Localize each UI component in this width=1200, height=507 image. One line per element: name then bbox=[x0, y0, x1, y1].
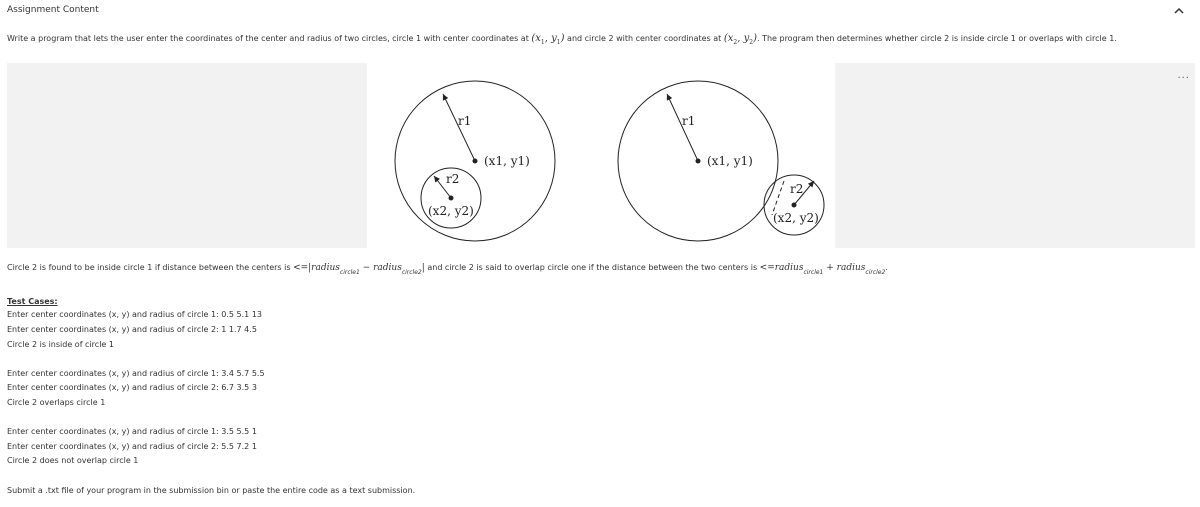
test-line: Enter center coordinates (x, y) and radius of circle 2: 1 1.7 4.5 bbox=[7, 325, 257, 334]
inside-expr-bar: | bbox=[421, 263, 425, 273]
coord1-y: , y bbox=[544, 33, 557, 44]
right-center1-label: (x1, y1) bbox=[707, 154, 753, 168]
test-line: Enter center coordinates (x, y) and radius of circle 1: 3.4 5.7 5.5 bbox=[7, 369, 265, 378]
condition-text bbox=[7, 263, 888, 276]
coord2 bbox=[724, 33, 757, 44]
test-cases-heading: Test Cases: bbox=[7, 297, 58, 306]
right-center2-label: (x2, y2) bbox=[773, 211, 819, 225]
inside-diagram bbox=[395, 81, 555, 241]
condition-period: . bbox=[885, 263, 888, 272]
overlap-expr-b: + radius bbox=[823, 263, 866, 273]
condition-part1: Circle 2 is found to be inside circle 1 if distance between the centers is bbox=[7, 263, 294, 272]
coord1 bbox=[531, 33, 564, 44]
assignment-intro bbox=[7, 33, 1117, 46]
left-center2-dot bbox=[449, 196, 454, 201]
overlap-diagram bbox=[618, 81, 824, 241]
right-gray-panel bbox=[835, 63, 1195, 248]
test-line: Enter center coordinates (x, y) and radius of circle 1: 3.5 5.5 1 bbox=[7, 427, 257, 436]
left-r2-label: r2 bbox=[446, 172, 460, 186]
left-center1-dot bbox=[473, 159, 478, 164]
overlap-expr-sub1: circle1 bbox=[803, 269, 824, 276]
right-center1-dot bbox=[696, 159, 701, 164]
submission-note: Submit a .txt file of your program in the submission bin or paste the entire code as a text submission. bbox=[7, 486, 416, 495]
left-center1-label: (x1, y1) bbox=[484, 154, 530, 168]
test-line: Circle 2 does not overlap circle 1 bbox=[7, 456, 139, 465]
coord2-x-sub: 2 bbox=[733, 39, 738, 46]
test-line: Enter center coordinates (x, y) and radius of circle 1: 0.5 5.1 13 bbox=[7, 310, 262, 319]
coord2-x: (x bbox=[723, 33, 734, 44]
left-center2-label: (x2, y2) bbox=[428, 204, 474, 218]
condition-part2: and circle 2 is said to overlap circle one if the distance between the two centers is bbox=[424, 263, 760, 272]
inside-expr-a: <=|radius bbox=[293, 263, 340, 273]
test-line: Circle 2 is inside of circle 1 bbox=[7, 340, 114, 349]
coord2-close: ) bbox=[753, 33, 757, 44]
intro-middle: and circle 2 with center coordinates at bbox=[564, 34, 724, 43]
inside-expr-sub2: circle2 bbox=[401, 269, 422, 276]
left-r1-label: r1 bbox=[458, 114, 472, 128]
coord1-y-sub: 1 bbox=[556, 39, 561, 46]
circles-figure bbox=[380, 75, 840, 253]
chevron-up-icon[interactable] bbox=[1172, 4, 1186, 18]
coord2-y: , y bbox=[737, 33, 750, 44]
coord2-y-sub: 2 bbox=[749, 39, 754, 46]
right-r2-label: r2 bbox=[790, 182, 804, 196]
test-line: Circle 2 overlaps circle 1 bbox=[7, 398, 106, 407]
inside-expr-b: − radius bbox=[359, 263, 402, 273]
inside-expr-sub1: circle1 bbox=[339, 269, 360, 276]
coord1-close: ) bbox=[560, 33, 565, 44]
intro-text: Write a program that lets the user enter the coordinates of the center and radius of two circles, circle 1 with center coordinates at bbox=[7, 34, 532, 43]
overlap-expr-a: <=radius bbox=[759, 263, 804, 273]
left-gray-panel bbox=[7, 63, 367, 248]
overlap-expr-sub2: circle2 bbox=[865, 269, 886, 276]
page-title: Assignment Content bbox=[7, 5, 99, 15]
test-line: Enter center coordinates (x, y) and radius of circle 2: 5.5 7.2 1 bbox=[7, 442, 257, 451]
coord1-x-sub: 1 bbox=[540, 39, 545, 46]
more-options-button[interactable]: ... bbox=[1177, 70, 1190, 81]
right-center2-dot bbox=[792, 203, 797, 208]
test-line: Enter center coordinates (x, y) and radius of circle 2: 6.7 3.5 3 bbox=[7, 383, 257, 392]
intro-after: . The program then determines whether circle 2 is inside circle 1 or overlaps with circle 1. bbox=[756, 34, 1117, 43]
coord1-x: (x bbox=[531, 33, 541, 44]
right-r1-label: r1 bbox=[682, 114, 696, 128]
